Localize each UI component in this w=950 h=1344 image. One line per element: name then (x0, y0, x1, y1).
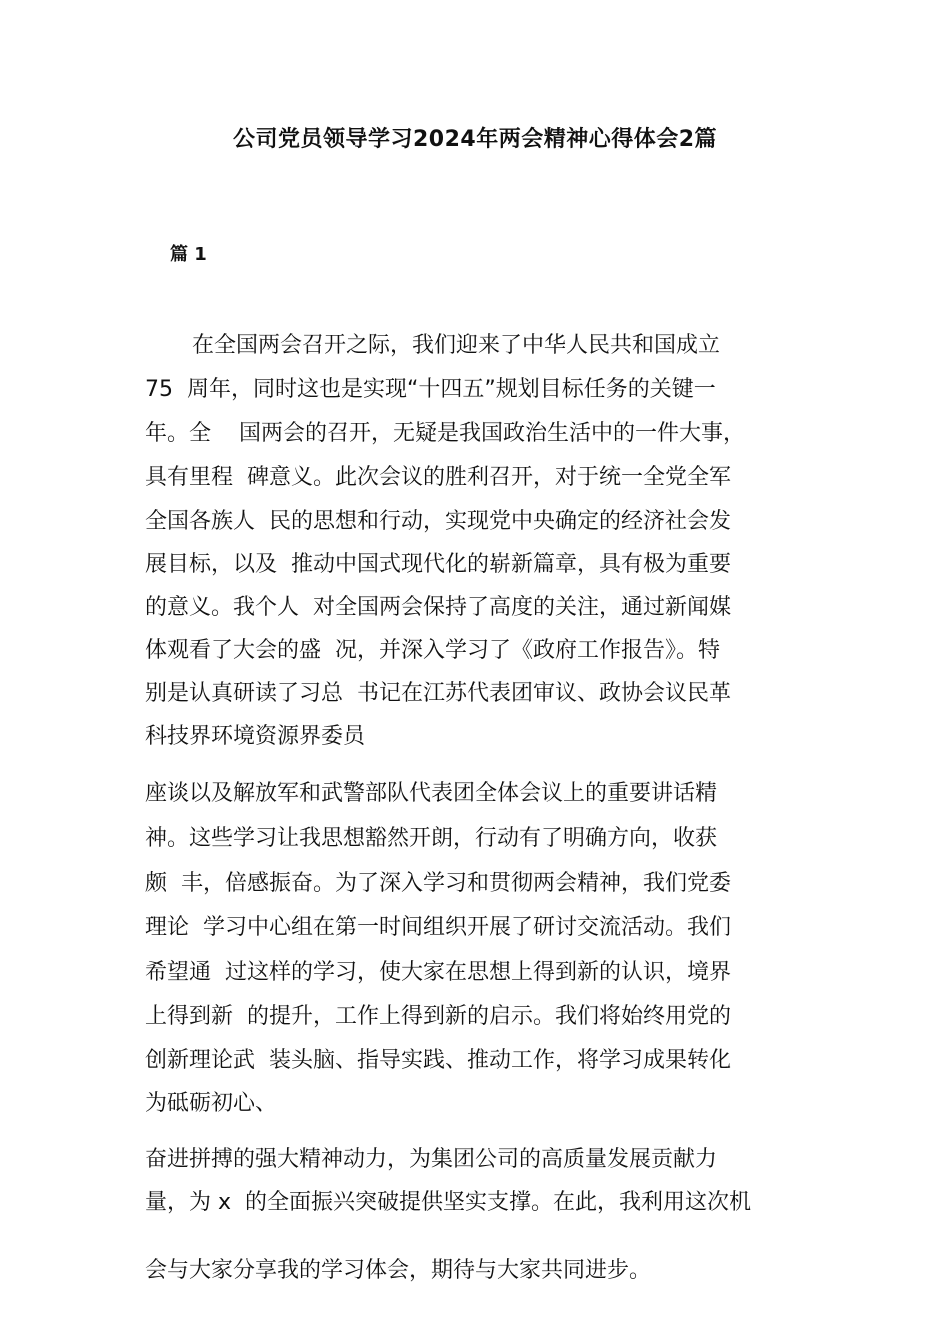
paragraph-line: 上得到新 的提升，工作上得到新的启示。我们将始终用党的 (145, 1004, 731, 1029)
paragraph-line: 展目标，以及 推动中国式现代化的崭新篇章，具有极为重要 (145, 552, 731, 577)
paragraph-line: 座谈以及解放军和武警部队代表团全体会议上的重要讲话精 (145, 781, 718, 806)
paragraph-line: 神。这些学习让我思想豁然开朗，行动有了明确方向，收获 (145, 826, 718, 851)
paragraph-line: 希望通 过这样的学习，使大家在思想上得到新的认识，境界 (145, 960, 731, 985)
paragraph-line: 颇 丰，倍感振奋。为了深入学习和贯彻两会精神，我们党委 (145, 871, 731, 896)
paragraph-line: 会与大家分享我的学习体会，期待与大家共同进步。 (145, 1258, 652, 1283)
paragraph-line: 全国各族人 民的思想和行动，实现党中央确定的经济社会发 (145, 509, 731, 534)
paragraph-line: 奋进拼搏的强大精神动力，为集团公司的高质量发展贡献力 (145, 1147, 718, 1172)
paragraph-line: 创新理论武 装头脑、指导实践、推动工作，将学习成果转化 (145, 1048, 731, 1073)
paragraph-line: 年。全 国两会的召开，无疑是我国政治生活中的一件大事， (145, 421, 745, 446)
paragraph-line: 75 周年，同时这也是实现“十四五”规划目标任务的关键一 (145, 377, 716, 402)
paragraph-line: 理论 学习中心组在第一时间组织开展了研讨交流活动。我们 (145, 915, 731, 940)
paragraph-line: 为砥砺初心、 (145, 1091, 278, 1116)
document-title: 公司党员领导学习2024年两会精神心得体会2篇 (232, 127, 718, 152)
paragraph-line: 量，为 x 的全面振兴突破提供坚实支撑。在此，我利用这次机 (145, 1190, 752, 1215)
paragraph-line: 的意义。我个人 对全国两会保持了高度的关注，通过新闻媒 (145, 595, 731, 620)
paragraph-line: 科技界环境资源界委员 (145, 724, 366, 749)
section-label: 篇 1 (170, 244, 207, 265)
paragraph-line: 体观看了大会的盛 况，并深入学习了《政府工作报告》。特 (145, 638, 720, 663)
paragraph-line: 别是认真研读了习总 书记在江苏代表团审议、政协会议民革 (145, 681, 731, 706)
paragraph-line: 在全国两会召开之际，我们迎来了中华人民共和国成立 (192, 333, 721, 358)
paragraph-line: 具有里程 碑意义。此次会议的胜利召开，对于统一全党全军 (145, 465, 731, 490)
